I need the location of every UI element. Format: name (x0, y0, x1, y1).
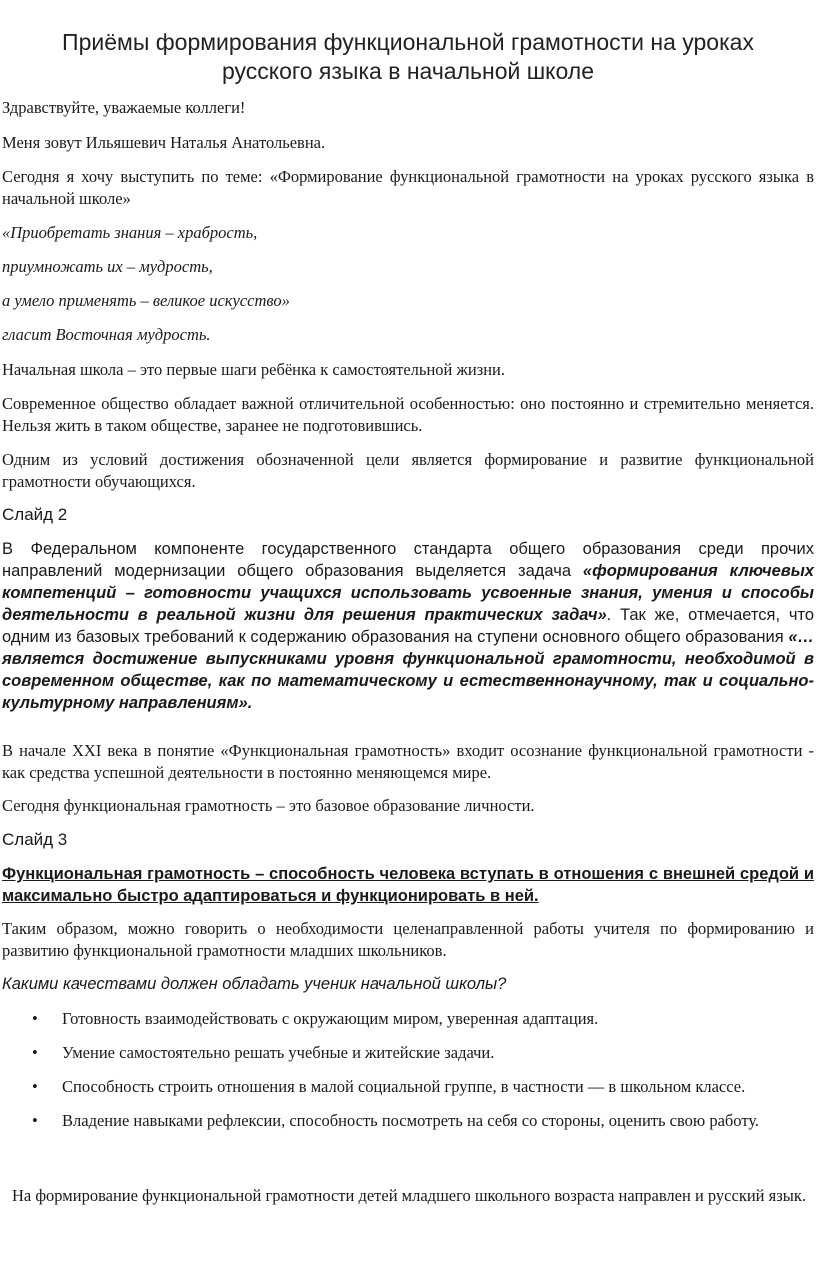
quote-line-2: приумножать их – мудрость, (2, 257, 213, 276)
bullet-icon: • (32, 1043, 38, 1062)
greeting: Здравствуйте, уважаемые коллеги! (2, 98, 246, 117)
list-item (2, 1076, 814, 1098)
list-item (2, 1042, 814, 1064)
topic-paragraph: Сегодня я хочу выступить по теме: «Формирование функциональной грамотности на уроках русского языка в начальной школе» (2, 167, 814, 208)
title-line-2: русского языка в начальной школе (221, 58, 594, 84)
list-item-text: Умение самостоятельно решать учебные и житейские задачи. (62, 1043, 495, 1062)
slide-2-text-1: В Федеральном компоненте государственного стандарта общего образования среди прочих направлений модернизации общего образования выделяется задача (2, 540, 814, 580)
document-title (20, 28, 796, 86)
qualities-list (2, 1008, 814, 1132)
title-line-1: Приёмы формирования функциональной грамотности на уроках (62, 29, 754, 55)
list-item-text: Владение навыками рефлексии, способность посмотреть на себя со стороны, оценить свою работу. (62, 1111, 760, 1130)
slide-2-heading: Слайд 2 (2, 505, 68, 524)
list-item (2, 1008, 814, 1030)
slide-2-paragraph (2, 538, 814, 714)
slide-2-bold-quote-2: «… является достижение выпускниками уровня функциональной грамотности, необходимой в современном обществе, как по математическому и естественнонаучному, так и социально-культурному направлениям». (2, 628, 814, 712)
list-item-text: Готовность взаимодействовать с окружающим миром, уверенная адаптация. (62, 1009, 599, 1028)
intro-name: Меня зовут Ильяшевич Наталья Анатольевна. (2, 133, 326, 152)
bullet-icon: • (32, 1111, 38, 1130)
bullet-icon: • (32, 1009, 38, 1028)
bullet-icon: • (32, 1077, 38, 1096)
century-paragraph: В начале XXI века в понятие «Функциональная грамотность» входит осознание функциональной грамотности - как средства успешной деятельности в постоянно меняющемся мире. (2, 741, 814, 782)
closing-paragraph: На формирование функциональной грамотности детей младшего школьного возраста направлен и русский язык. (12, 1186, 806, 1205)
list-item-text: Способность строить отношения в малой социальной группе, в частности — в школьном классе. (62, 1077, 746, 1096)
question-line: Какими качествами должен обладать ученик начальной школы? (2, 975, 507, 993)
slide-2-text-2: . Так же, отмечается, что одним из базовых требований к содержанию образования на ступени основного общего образования (2, 606, 814, 646)
list-item (2, 1110, 814, 1132)
quote-line-3: а умело применять – великое искусство» (2, 291, 290, 310)
quote-line-4: гласит Восточная мудрость. (2, 325, 211, 344)
slide-2-bold-quote-1: «формирования ключевых компетенций – готовности учащихся использовать усвоенные знания, умения и способы деятельности в реальной жизни для решения практических задач» (2, 562, 814, 624)
definition-paragraph: Функциональная грамотность – способность человека вступать в отношения с внешней средой и максимально быстро адаптироваться и функционировать в ней. (2, 865, 814, 905)
quote-line-1: «Приобретать знания – храбрость, (2, 223, 258, 242)
goal-paragraph: Одним из условий достижения обозначенной цели является формирование и развитие функциональной грамотности обучающихся. (2, 450, 814, 491)
thus-paragraph: Таким образом, можно говорить о необходимости целенаправленной работы учителя по формированию и развитию функциональной грамотности младших школьников. (2, 919, 814, 960)
school-paragraph: Начальная школа – это первые шаги ребёнка к самостоятельной жизни. (2, 360, 506, 379)
today-paragraph: Сегодня функциональная грамотность – это базовое образование личности. (2, 796, 535, 815)
society-paragraph: Современное общество обладает важной отличительной особенностью: оно постоянно и стремительно меняется. Нельзя жить в таком обществе, заранее не подготовившись. (2, 394, 814, 435)
slide-3-heading: Слайд 3 (2, 830, 68, 849)
